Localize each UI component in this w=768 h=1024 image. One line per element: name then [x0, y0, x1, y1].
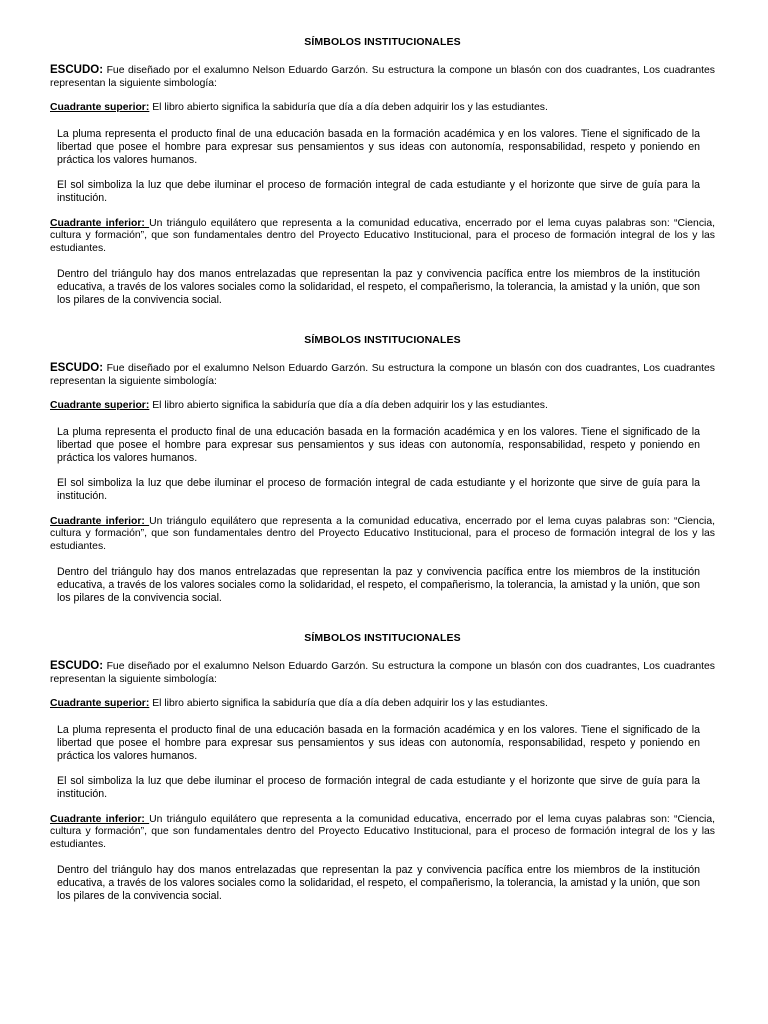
inferior-text: Un triángulo equilátero que representa a la comunidad educativa, encerrado por el lema cuyas palabras son: “Ciencia, cultura y formación”, que son fundamentales dentro del Proyecto Educativo Institucional, para el proceso de formación integral de los y las estudiantes. — [50, 813, 715, 850]
manos-paragraph: Dentro del triángulo hay dos manos entrelazadas que representan la paz y convivencia pacífica entre los miembros de la institución educativa, a través de los valores sociales como la solidaridad, el respeto, el compañerismo, la tolerancia, la amistad y la unión, que son los pilares de la convivencia social. — [57, 565, 700, 604]
inferior-paragraph — [50, 516, 715, 554]
superior-text: El libro abierto significa la sabiduría que día a día deben adquirir los y las estudiantes. — [149, 400, 548, 412]
section-title: SÍMBOLOS INSTITUCIONALES — [304, 36, 461, 48]
superior-paragraph — [50, 102, 715, 115]
section-title: SÍMBOLOS INSTITUCIONALES — [304, 334, 461, 346]
section-3 — [50, 632, 715, 903]
superior-text: El libro abierto significa la sabiduría que día a día deben adquirir los y las estudiantes. — [149, 698, 548, 710]
escudo-text: Fue diseñado por el exalumno Nelson Eduardo Garzón. Su estructura la compone un blasón con dos cuadrantes, Los cuadrantes representan la siguiente simbología: — [50, 65, 715, 89]
escudo-paragraph — [50, 660, 715, 686]
manos-paragraph: Dentro del triángulo hay dos manos entrelazadas que representan la paz y convivencia pacífica entre los miembros de la institución educativa, a través de los valores sociales como la solidaridad, el respeto, el compañerismo, la tolerancia, la amistad y la unión, que son los pilares de la convivencia social. — [57, 863, 700, 902]
inferior-label: Cuadrante inferior: — [50, 217, 150, 229]
escudo-label: ESCUDO: — [50, 660, 104, 672]
escudo-paragraph — [50, 362, 715, 388]
pluma-paragraph: La pluma representa el producto final de una educación basada en la formación académica y en los valores. Tiene el significado de la libertad que posee el hombre para expresar sus pensamientos y sus ideas con autonomía, responsabilidad, respeto y poniendo en práctica los valores humanos. — [57, 425, 700, 464]
sol-paragraph: El sol simboliza la luz que debe iluminar el proceso de formación integral de cada estudiante y el horizonte que sirve de guía para la institución. — [57, 774, 700, 800]
inferior-paragraph — [50, 218, 715, 256]
superior-label: Cuadrante superior: — [50, 698, 150, 710]
superior-paragraph — [50, 400, 715, 413]
inferior-text: Un triángulo equilátero que representa a la comunidad educativa, encerrado por el lema cuyas palabras son: “Ciencia, cultura y formación”, que son fundamentales dentro del Proyecto Educativo Institucional, para el proceso de formación integral de los y las estudiantes. — [50, 515, 715, 552]
escudo-paragraph — [50, 64, 715, 90]
escudo-label: ESCUDO: — [50, 362, 104, 374]
inferior-paragraph — [50, 814, 715, 852]
inferior-label: Cuadrante inferior: — [50, 813, 150, 825]
superior-label: Cuadrante superior: — [50, 102, 150, 114]
superior-text: El libro abierto significa la sabiduría que día a día deben adquirir los y las estudiantes. — [149, 102, 548, 114]
section-title: SÍMBOLOS INSTITUCIONALES — [304, 632, 461, 644]
sol-paragraph: El sol simboliza la luz que debe iluminar el proceso de formación integral de cada estudiante y el horizonte que sirve de guía para la institución. — [57, 178, 700, 204]
manos-paragraph: Dentro del triángulo hay dos manos entrelazadas que representan la paz y convivencia pacífica entre los miembros de la institución educativa, a través de los valores sociales como la solidaridad, el respeto, el compañerismo, la tolerancia, la amistad y la unión, que son los pilares de la convivencia social. — [57, 267, 700, 306]
inferior-text: Un triángulo equilátero que representa a la comunidad educativa, encerrado por el lema cuyas palabras son: “Ciencia, cultura y formación”, que son fundamentales dentro del Proyecto Educativo Institucional, para el proceso de formación integral de los y las estudiantes. — [50, 217, 715, 254]
pluma-paragraph: La pluma representa el producto final de una educación basada en la formación académica y en los valores. Tiene el significado de la libertad que posee el hombre para expresar sus pensamientos y sus ideas con autonomía, responsabilidad, respeto y poniendo en práctica los valores humanos. — [57, 723, 700, 762]
section-2 — [50, 334, 715, 605]
escudo-text: Fue diseñado por el exalumno Nelson Eduardo Garzón. Su estructura la compone un blasón con dos cuadrantes, Los cuadrantes representan la siguiente simbología: — [50, 363, 715, 387]
superior-label: Cuadrante superior: — [50, 400, 150, 412]
escudo-label: ESCUDO: — [50, 64, 104, 76]
superior-paragraph — [50, 698, 715, 711]
sol-paragraph: El sol simboliza la luz que debe iluminar el proceso de formación integral de cada estudiante y el horizonte que sirve de guía para la institución. — [57, 476, 700, 502]
inferior-label: Cuadrante inferior: — [50, 515, 150, 527]
escudo-text: Fue diseñado por el exalumno Nelson Eduardo Garzón. Su estructura la compone un blasón con dos cuadrantes, Los cuadrantes representan la siguiente simbología: — [50, 661, 715, 685]
pluma-paragraph: La pluma representa el producto final de una educación basada en la formación académica y en los valores. Tiene el significado de la libertad que posee el hombre para expresar sus pensamientos y sus ideas con autonomía, responsabilidad, respeto y poniendo en práctica los valores humanos. — [57, 127, 700, 166]
section-1 — [50, 36, 715, 307]
